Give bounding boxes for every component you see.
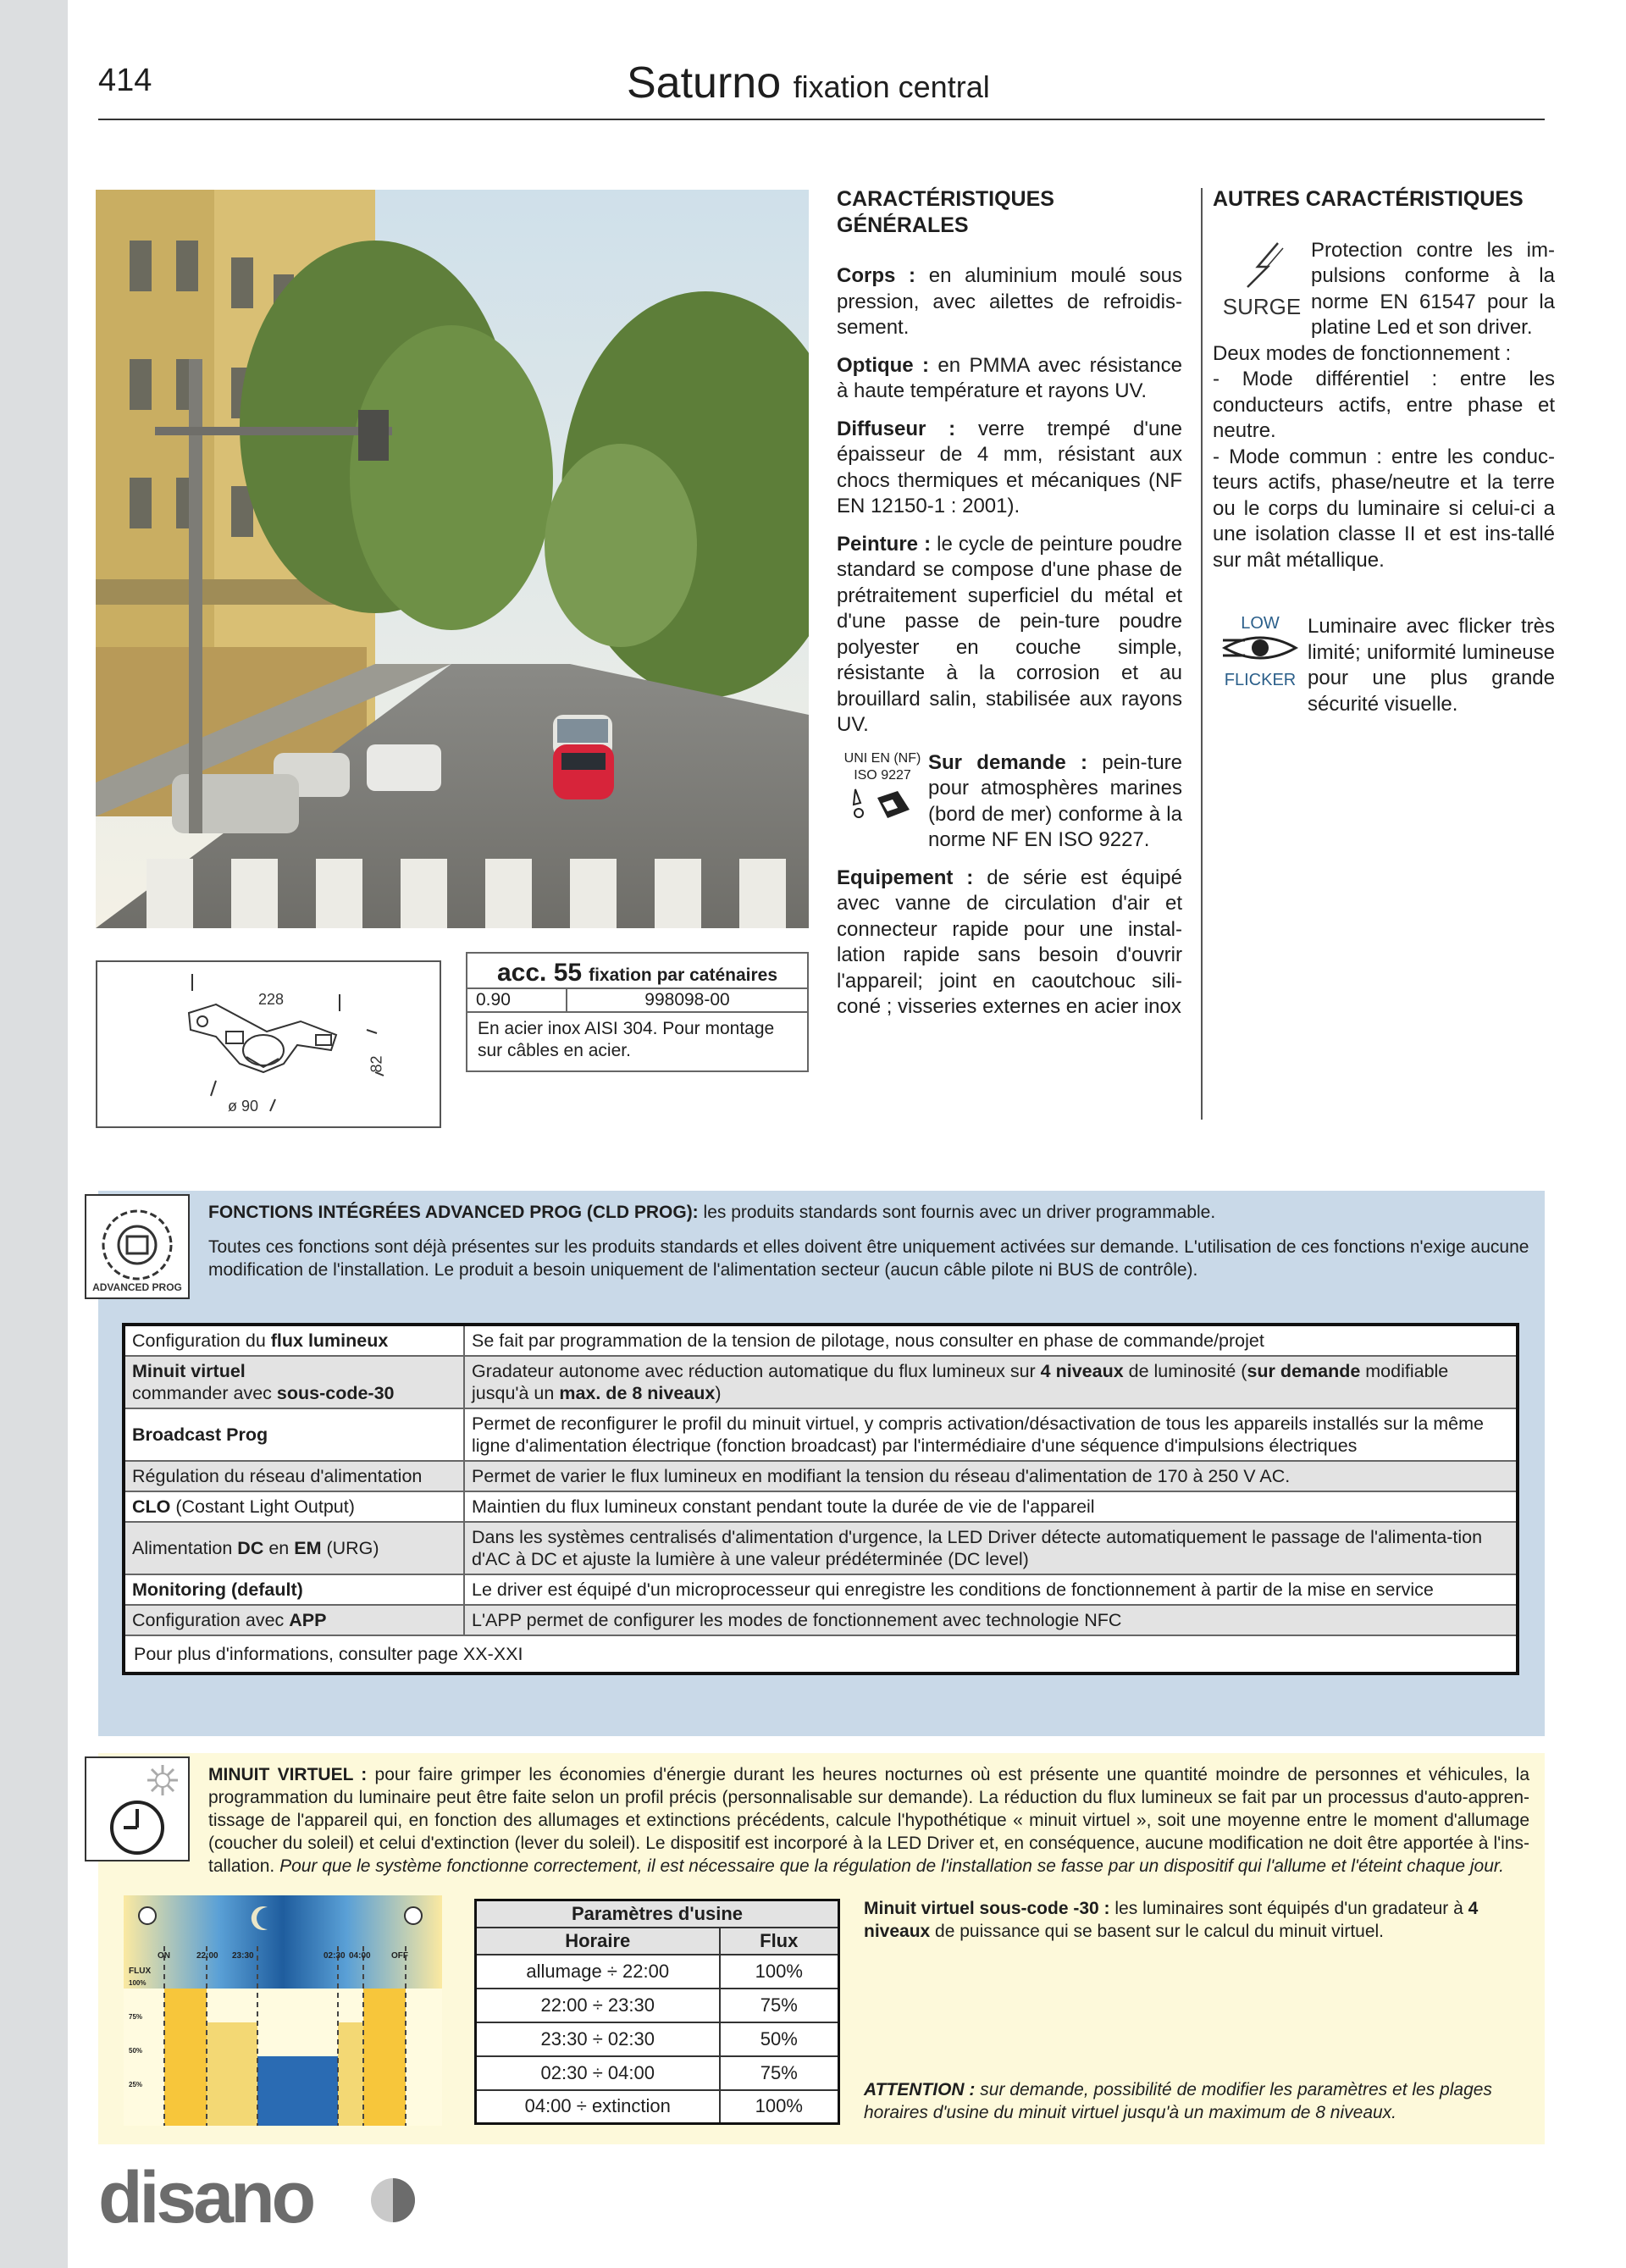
accessory-weight: 0.90 (467, 989, 567, 1011)
flux-step-3 (257, 2056, 338, 2126)
table-row: allumage ÷ 22:00 100% (476, 1955, 839, 1989)
moon-clock-icon (85, 1756, 190, 1861)
other-heading: AUTRES CARACTÉRISTIQUES (1213, 187, 1524, 211)
diffuseur-para: Diffuseur : verre trempé d'une épaisseur de 4 mm, résistant aux chocs thermiques et mécaniques (NF EN 12150-1 : 2001). (837, 417, 1183, 517)
mode-commun: - Mode commun : entre les conduc-teurs actifs, phase/neutre et la terre ou le corps du luminaire si celui-ci a une isolation classe II et est ins-tallé sur mât métallique. (1213, 445, 1555, 572)
page-title (627, 58, 990, 108)
accessory-description: En acier inox AISI 304. Pour montage sur câbles en acier. (478, 1019, 775, 1060)
minuit-virtuel-text (208, 1763, 1529, 1878)
peinture-para: Peinture : le cycle de peinture poudre standard se compose d'une phase de prétraitement superficiel du métal et d'une passe de pein-ture poudre polyester en couche simple, résistante à la corrosion et au brouillard salin, stabilisée aux rayons UV. (837, 532, 1182, 736)
table-row: 23:30 ÷ 02:30 50% (476, 2022, 839, 2056)
accessory-header (467, 954, 807, 989)
chart-level-50: 50% (129, 2047, 143, 2055)
advanced-prog-icon-label: ADVANCED PROG (92, 1281, 182, 1293)
advanced-intro: les produits standards sont fournis avec un driver programmable. (703, 1203, 1216, 1222)
table-row: 04:00 ÷ extinction 100% (476, 2090, 839, 2124)
disano-logo (98, 2156, 420, 2237)
chart-label-on: ON (158, 1951, 170, 1961)
flux-step-5 (363, 1989, 406, 2126)
accessory-title: fixation par caténaires (589, 965, 777, 985)
chart-label-0400: 04:00 (349, 1951, 371, 1961)
chart-label-off: OFF (391, 1951, 408, 1961)
accessory-code: 998098-00 (644, 990, 730, 1010)
chart-level-100: 100% (129, 1979, 147, 1987)
general-characteristics (837, 186, 1182, 1032)
functions-table (122, 1323, 1519, 1675)
advanced-prog-text (208, 1201, 1529, 1293)
other-characteristics (1213, 186, 1555, 717)
corps-para: Corps : en aluminium moulé sous pression, avec ailettes de refroidis-sement. (837, 264, 1183, 339)
optique-para: Optique : en PMMA avec résistance à haute température et rayons UV. (837, 353, 1183, 402)
chart-label-0230: 02:30 (324, 1951, 346, 1961)
table-row: Broadcast Prog Permet de reconfigurer le profil du minuit virtuel, y compris activation/désactivation de tous les appareils installés sur la même ligne d'alimentation électrique (fonction broadcast) par l'intermédiaire d'une séquence d'impulsions électriques (124, 1408, 1518, 1461)
advanced-heading: FONCTIONS INTÉGRÉES ADVANCED PROG (CLD PROG): (208, 1203, 699, 1222)
street-photo (96, 190, 809, 928)
dim-width: 228 (258, 991, 285, 1008)
general-heading: CARACTÉRISTIQUES GÉNÉRALES (837, 187, 1054, 237)
table-row: Configuration avec APP L'APP permet de configurer les modes de fonctionnement avec technologie NFC (124, 1605, 1518, 1635)
table-row: Alimentation DC en EM (URG) Dans les systèmes centralisés d'alimentation d'urgence, la LED Driver détecte automatiquement le passage de l'alimenta-tion d'AC à DC et ajuste la lumière à une valeur prédéterminée (DC level) (124, 1522, 1518, 1574)
flicker-block (1213, 614, 1555, 717)
column-divider (1201, 188, 1203, 1120)
chart-label-2200: 22:00 (196, 1951, 218, 1961)
demande-block: UNI EN (NF) ISO 9227 Sur demande : pein-ture pour atmosphères marines (bord de mer) conforme à la norme NF EN ISO 9227. (837, 750, 1182, 854)
dimension-drawing (96, 960, 441, 1128)
factory-parameters-table (474, 1899, 840, 2125)
advanced-description: Toutes ces fonctions sont déjà présentes sur les produits standards et elles doivent être uniquement activées sur demande. L'utilisation de ces fonctions n'exige aucune modification de l'installation. Le produit a besoin uniquement de l'alimentation secteur (aucun câble pilote ni BUS de contrôle). (208, 1237, 1529, 1280)
logo-text: disano (98, 2157, 313, 2232)
chart-level-75: 75% (129, 2013, 143, 2021)
flux-step-2 (207, 2022, 257, 2126)
table-row: Monitoring (default) Le driver est équipé d'un microprocesseur qui enregistre les conditions de fonctionnement à partir de la mise en service (124, 1574, 1518, 1605)
chart-flux-label: FLUX (129, 1967, 152, 1976)
minuit-subcode-text: Minuit virtuel sous-code -30 : les luminaires sont équipés d'un gradateur à 4 niveaux de puissance qui se basent sur le calcul du minuit virtuel. (864, 1899, 1479, 1941)
attention-note: ATTENTION : sur demande, possibilité de modifier les paramètres et les plages horaires d'usine du minuit virtuel jusqu'à un maximum de 8 niveaux. (864, 2080, 1492, 2122)
product-subtitle: fixation central (793, 69, 990, 104)
mode-differentiel: - Mode différentiel : entre les conducteurs actifs, entre phase et neutre. (1213, 368, 1555, 442)
table-row: Régulation du réseau d'alimentation Permet de varier le flux lumineux en modifiant la tension du réseau d'alimentation de 170 à 250 V AC. (124, 1461, 1518, 1491)
minuit-heading: MINUIT VIRTUEL : (208, 1765, 368, 1784)
ptable-col-horaire: Horaire (476, 1928, 720, 1955)
minuit-note: Pour que le système fonctionne correctement, il est nécessaire que la régulation de l'installation se fasse par un dispositif qui l'allume et l'éteint chaque jour. (279, 1856, 1504, 1876)
product-name: Saturno (627, 58, 782, 108)
accessory-box (466, 952, 809, 1072)
side-stripe (0, 0, 68, 2268)
flicker-text: Luminaire avec flicker très limité; uniformité lumineuse pour une plus grande sécurité visuelle. (1308, 615, 1555, 716)
minuit-chart (124, 1895, 442, 2126)
table-row: Configuration du flux lumineux Se fait par programmation de la tension de pilotage, nous consulter en phase de commande/projet (124, 1325, 1518, 1356)
iso-badge: UNI EN (NF) ISO 9227 (837, 750, 928, 854)
ptable-col-flux: Flux (720, 1928, 839, 1955)
dim-diameter: ø 90 (228, 1098, 259, 1115)
page-number: 414 (98, 63, 152, 98)
surge-icon: SURGE (1213, 238, 1311, 341)
table-row: Minuit virtuel commander avec sous-code-30 Gradateur autonome avec réduction automatique du flux lumineux sur 4 niveaux de luminosité (sur demande modifiable jusqu'à un max. de 8 niveaux) (124, 1356, 1518, 1408)
table-row: CLO (Costant Light Output) Maintien du flux lumineux constant pendant toute la durée de vie de l'appareil (124, 1491, 1518, 1522)
ptable-title: Paramètres d'usine (476, 1900, 839, 1928)
low-flicker-icon: LOW FLICKER (1224, 614, 1297, 689)
table-row: 22:00 ÷ 23:30 75% (476, 1989, 839, 2022)
flux-step-1 (164, 1989, 207, 2126)
minuit-description: pour faire grimper les économies d'énergie durant les heures nocturnes où est présente une quantité moindre de personnes et véhicules, la programmation du luminaire peut être faite selon un profil précis (personnalisable sur demande). La réduction du flux lumineux se fait par un processus d'auto-appren-tissage de l'appareil qui, en fonction des allumages et extinctions précédents, calcule l'hypothétique « minuit virtuel », soit une moyenne entre le moment d'allumage (coucher du soleil) et celui d'extinction (lever du soleil). Le dispositif est incorporé à la LED Driver et, en conséquence, aucune modification ne doit être apportée à l'ins-tallation. (208, 1765, 1529, 1876)
accessory-row (467, 989, 807, 1013)
surge-block (1213, 238, 1555, 341)
dim-height: 82 (368, 1055, 385, 1073)
chart-label-2330: 23:30 (232, 1951, 254, 1961)
modes-intro: Deux modes de fonctionnement : (1213, 341, 1512, 365)
advanced-prog-icon (85, 1194, 190, 1299)
table-row: 02:30 ÷ 04:00 75% (476, 2056, 839, 2090)
table-footer-row: Pour plus d'informations, consulter page XX-XXI (124, 1635, 1518, 1673)
marine-icon (849, 784, 916, 823)
flux-step-4 (338, 2022, 363, 2126)
header-rule (98, 119, 1545, 120)
accessory-number: acc. 55 (496, 959, 583, 987)
surge-text: Protection contre les im-pulsions conforme à la norme EN 61547 pour la platine Led et son driver. (1311, 238, 1555, 339)
equipement-para: Equipement : de série est équipé avec vanne de circulation d'air et connecteur rapide pour une instal-lation rapide sans besoin d'ouvrir l'appareil; joint en caoutchouc sili-coné ; visseries externes en acier inox (837, 866, 1182, 1018)
chart-level-25: 25% (129, 2081, 143, 2088)
